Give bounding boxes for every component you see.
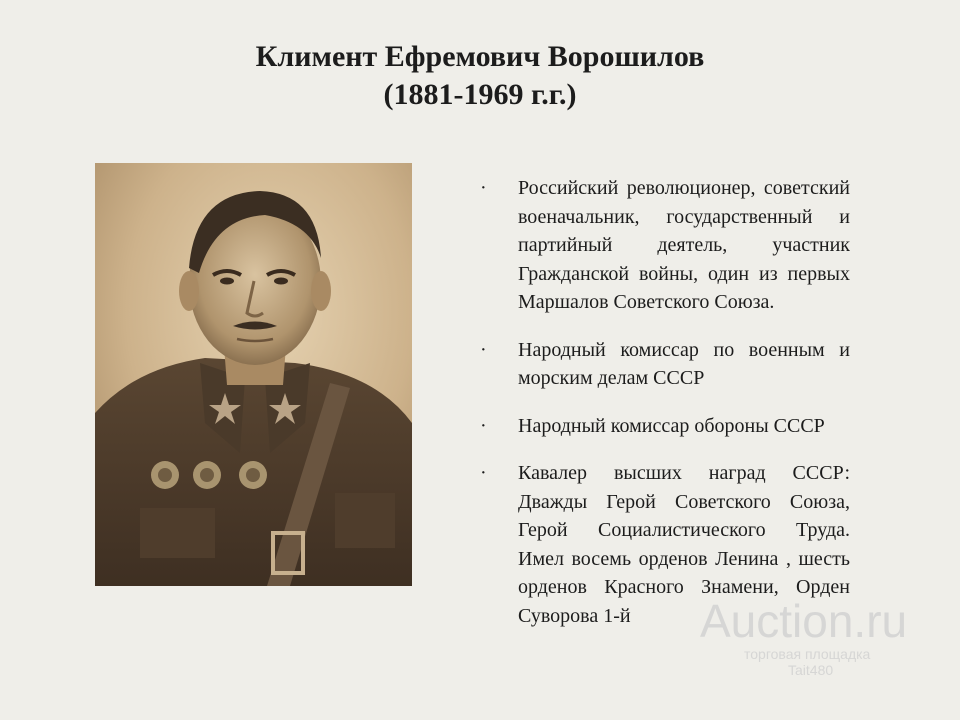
bullet-item <box>480 412 850 441</box>
bullet-text: Народный комиссар обороны СССР <box>518 414 825 437</box>
title-years: (1881-1969 г.г.) <box>383 78 577 111</box>
bullet-item <box>480 459 850 630</box>
bullet-item <box>480 174 850 317</box>
bullet-marker: · <box>480 338 487 361</box>
portrait-photo <box>95 163 412 586</box>
bullet-marker: · <box>480 414 487 437</box>
title-name: Климент Ефремович Ворошилов <box>255 40 705 73</box>
watermark-sub: Tait480 <box>788 662 834 678</box>
bullet-marker: · <box>480 177 487 199</box>
bullet-item <box>480 336 850 393</box>
watermark-tagline: торговая площадка <box>744 646 871 662</box>
bullet-text: Кавалер высших наград СССР: Дважды Герой Советского Союза, Герой Социалистического Труда. Имел восемь орденов Ленина , шесть орденов Красного Знамени, Орден Суворова 1-й <box>518 462 850 627</box>
bio-bullet-list <box>480 174 850 649</box>
watermark-site: Auction.ru <box>700 595 908 647</box>
bullet-text: Народный комиссар по военным и морским делам СССР <box>518 338 850 389</box>
bullet-marker: · <box>480 462 487 484</box>
bullet-text: Российский революционер, советский военачальник, государственный и партийный деятель, участник Гражданской войны, один из первых Маршалов Советского Союза. <box>518 177 850 313</box>
slide-title <box>0 38 960 114</box>
